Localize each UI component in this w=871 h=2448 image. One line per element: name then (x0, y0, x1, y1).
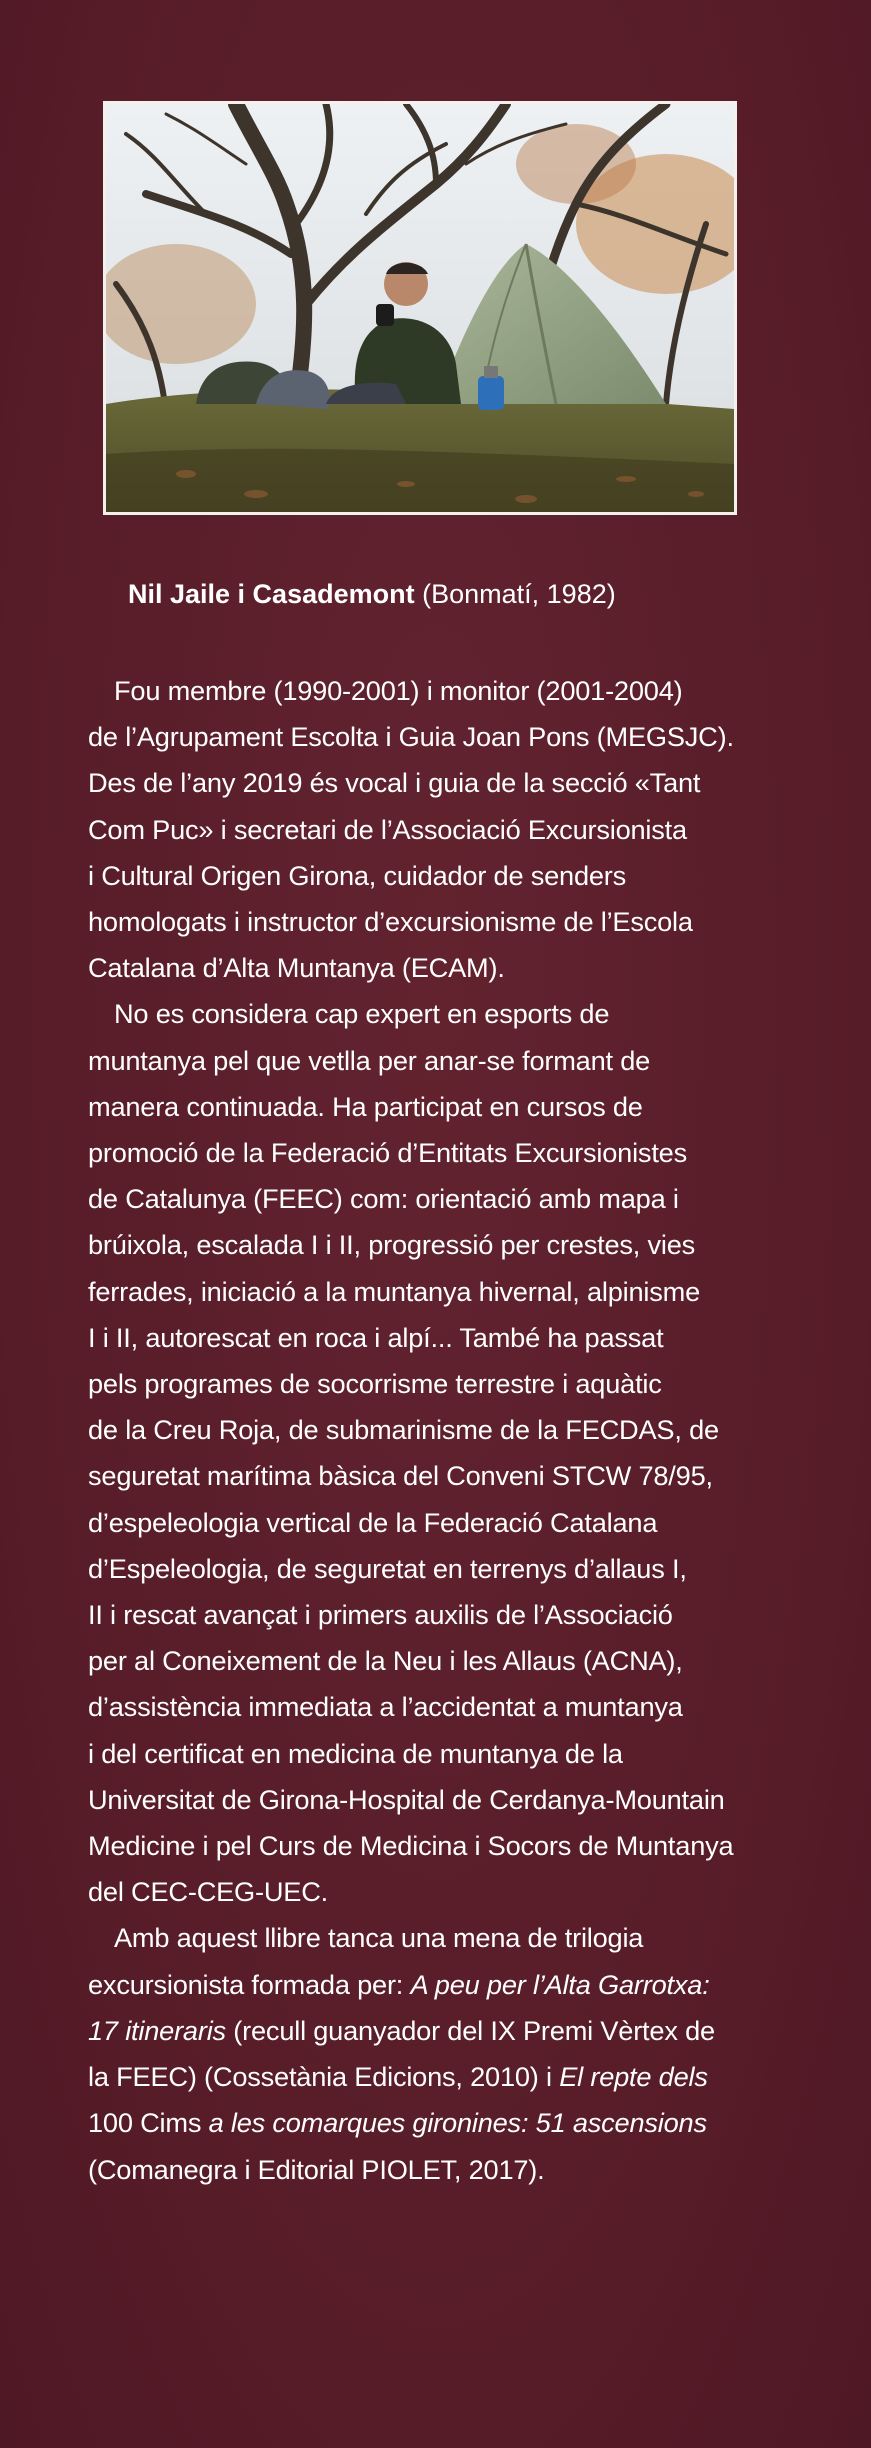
bio-line: del CEC-CEG-UEC. (88, 1876, 329, 1908)
bio-line: I i II, autorescat en roca i alpí... També ha passat (88, 1321, 664, 1353)
book-title: El repte dels (559, 2061, 708, 2093)
bio-line: Universitat de Girona-Hospital de Cerdanya-Mountain (88, 1783, 725, 1815)
bio-line: d’assistència immediata a l’accidentat a muntanya (88, 1691, 683, 1723)
author-biography (88, 668, 828, 2193)
bio-line: de la Creu Roja, de submarinisme de la FECDAS, de (88, 1414, 719, 1446)
bio-text: excursionista formada per: (88, 1968, 411, 2000)
bio-line: i Cultural Origen Girona, cuidador de senders (88, 859, 627, 891)
bio-line: per al Coneixement de la Neu i les Allaus (ACNA), (88, 1645, 683, 1677)
bio-line: Catalana d’Alta Muntanya (ECAM). (88, 952, 505, 984)
bio-line: de l’Agrupament Escolta i Guia Joan Pons (MEGSJC). (88, 721, 734, 753)
bio-line: manera continuada. Ha participat en cursos de (88, 1090, 643, 1122)
bio-line: d’Espeleologia, de seguretat en terrenys d’allaus I, (88, 1552, 687, 1584)
book-title: a les comarques gironines: 51 ascensions (208, 2107, 707, 2139)
author-birth-info: (Bonmatí, 1982) (422, 579, 616, 609)
bio-line (88, 2054, 828, 2100)
book-title: A peu per l’Alta Garrotxa: (410, 1968, 710, 2000)
bio-line: Des de l’any 2019 és vocal i guia de la secció «Tant (88, 767, 701, 799)
book-title: 100 Cims (88, 2107, 209, 2139)
bio-line: d’espeleologia vertical de la Federació Catalana (88, 1506, 658, 1538)
bio-line: II i rescat avançat i primers auxilis de l’Associació (88, 1599, 673, 1631)
book-title: 17 itineraris (88, 2014, 226, 2046)
bio-line: pels programes de socorrisme terrestre i aquàtic (88, 1368, 662, 1400)
author-photo (103, 101, 737, 515)
author-name: Nil Jaile i Casademont (128, 579, 415, 609)
bio-line: muntanya pel que vetlla per anar-se formant de (88, 1044, 651, 1076)
bio-line: seguretat marítima bàsica del Conveni STCW 78/95, (88, 1460, 713, 1492)
bio-line (88, 1962, 828, 2008)
bio-line (88, 2100, 828, 2146)
bio-line (88, 2008, 828, 2054)
bio-text: (recull guanyador del IX Premi Vèrtex de (225, 2014, 715, 2046)
bio-line: Com Puc» i secretari de l’Associació Excursionista (88, 813, 687, 845)
bio-line: No es considera cap expert en esports de (114, 998, 610, 1030)
bio-line: (Comanegra i Editorial PIOLET, 2017). (88, 2153, 545, 2185)
photo-camper-tent-icon (106, 104, 734, 512)
bio-line: Amb aquest llibre tanca una mena de trilogia (114, 1922, 644, 1954)
bio-line: promoció de la Federació d’Entitats Excursionistes (88, 1137, 687, 1169)
bio-line: Medicine i pel Curs de Medicina i Socors de Muntanya (88, 1830, 734, 1862)
bio-line: Fou membre (1990-2001) i monitor (2001-2004) (114, 675, 683, 706)
bio-line: i del certificat en medicina de muntanya de la (88, 1737, 623, 1769)
bio-line: brúixola, escalada I i II, progressió per crestes, vies (88, 1229, 696, 1261)
bio-line: de Catalunya (FEEC) com: orientació amb mapa i (88, 1183, 679, 1215)
bio-line: ferrades, iniciació a la muntanya hivernal, alpinisme (88, 1275, 701, 1307)
bio-text: la FEEC) (Cossetània Edicions, 2010) i (88, 2061, 560, 2093)
bio-line: homologats i instructor d’excursionisme de l’Escola (88, 906, 693, 938)
photo-caption (128, 572, 616, 616)
